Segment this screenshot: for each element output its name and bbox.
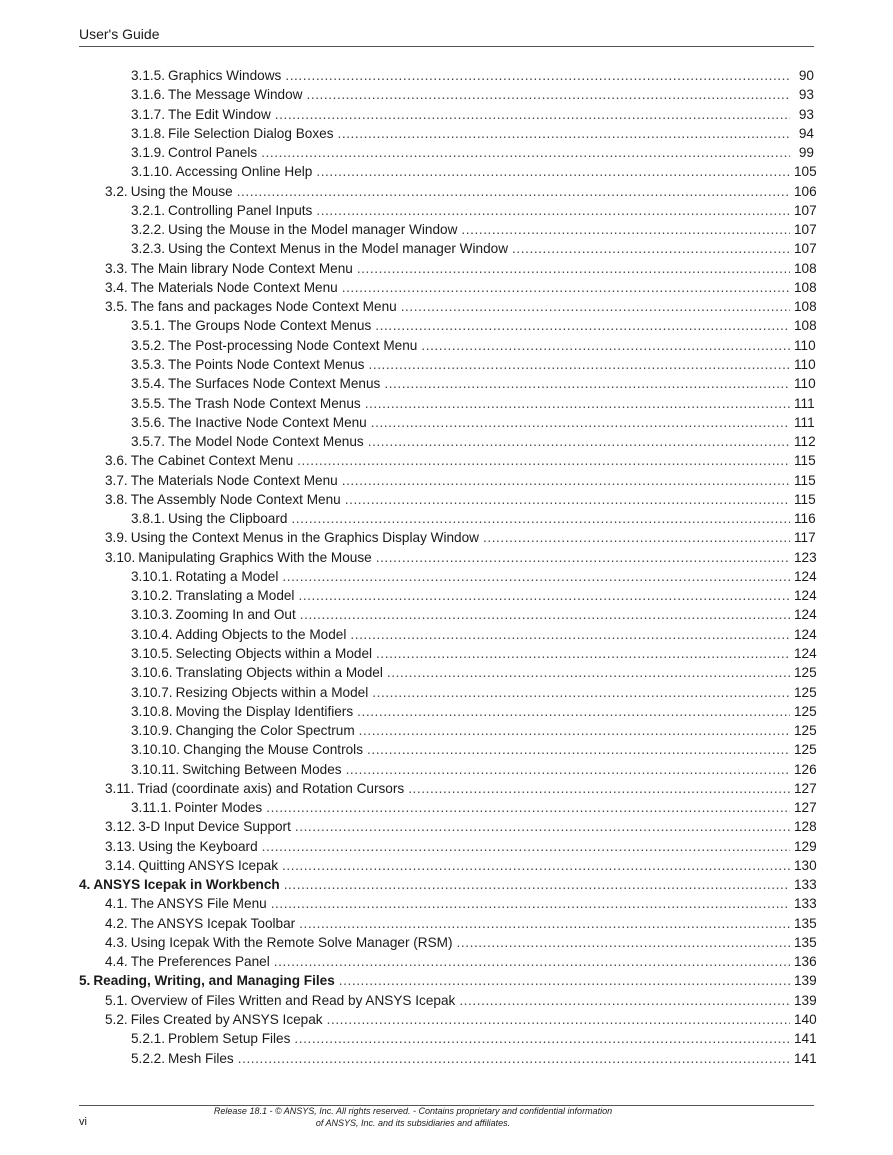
toc-entry[interactable] [79, 394, 814, 413]
toc-entry-number: 4. [79, 877, 91, 893]
toc-entry[interactable] [79, 683, 817, 702]
toc-entry-number: 3.6. [105, 453, 128, 469]
toc-entry[interactable] [79, 316, 817, 335]
toc-entry-title[interactable]: Files Created by ANSYS Icepak [130, 1012, 323, 1028]
toc-entry[interactable] [79, 971, 817, 990]
toc-entry-number: 3.10.10. [131, 742, 181, 758]
toc-entry-page[interactable]: 139 [794, 992, 817, 1008]
toc-entry-number: 3.5.5. [131, 395, 166, 411]
dot-leader [282, 856, 790, 875]
toc-entry-number: 3.10.11. [131, 761, 180, 777]
toc-entry-page[interactable]: 126 [794, 761, 817, 777]
toc-entry[interactable] [79, 66, 814, 85]
toc-entry-page[interactable]: 115 [794, 491, 816, 507]
toc-entry-page[interactable]: 110 [794, 337, 816, 353]
toc-entry-title[interactable]: Selecting Objects within a Model [175, 645, 373, 661]
toc-entry-title[interactable]: The Main library Node Context Menu [130, 260, 353, 276]
toc-entry[interactable] [79, 143, 814, 162]
dot-leader [297, 451, 790, 470]
toc-entry-page[interactable]: 111 [794, 414, 815, 430]
toc-entry[interactable] [79, 336, 814, 355]
toc-entry[interactable] [79, 413, 814, 432]
toc-entry-title[interactable]: The Trash Node Context Menus [168, 395, 361, 411]
toc-entry-page[interactable]: 124 [794, 607, 817, 623]
dot-leader [271, 894, 790, 913]
toc-entry-title[interactable]: Accessing Online Help [175, 164, 313, 180]
toc-entry[interactable] [79, 702, 817, 721]
toc-entry-title[interactable]: The Preferences Panel [130, 954, 270, 970]
dot-leader [401, 297, 790, 316]
toc-entry[interactable] [79, 259, 817, 278]
toc-entry-title[interactable]: Changing the Color Spectrum [175, 723, 355, 739]
dot-leader [376, 548, 790, 567]
toc-entry-title[interactable]: The Points Node Context Menus [168, 356, 365, 372]
toc-entry-page[interactable]: 112 [794, 434, 816, 450]
dot-leader [357, 702, 790, 721]
dot-leader [350, 625, 790, 644]
toc-entry-number: 5.1. [105, 992, 128, 1008]
toc-entry[interactable] [79, 721, 817, 740]
toc-entry-page[interactable]: 140 [794, 1012, 817, 1028]
toc-entry-page[interactable]: 130 [794, 857, 817, 873]
toc-entry-title[interactable]: Reading, Writing, and Managing Files [93, 973, 335, 989]
toc-entry-page[interactable]: 117 [794, 530, 816, 546]
toc-entry-page[interactable]: 99 [798, 145, 814, 161]
toc-entry-number: 3.9. [105, 530, 128, 546]
toc-entry-number: 3.12. [105, 819, 136, 835]
toc-entry[interactable] [79, 875, 817, 894]
toc-entry[interactable] [79, 779, 817, 798]
toc-entry-title[interactable]: Pointer Modes [174, 800, 263, 816]
toc-entry[interactable] [79, 567, 817, 586]
toc-entry-number: 3.2.3. [131, 241, 166, 257]
toc-entry[interactable] [79, 509, 814, 528]
dot-leader [367, 740, 790, 759]
dot-leader [368, 432, 790, 451]
toc-entry[interactable] [79, 914, 817, 933]
dot-leader [327, 1010, 790, 1029]
toc-entry-page[interactable]: 108 [794, 318, 817, 334]
toc-entry-page[interactable]: 107 [794, 222, 817, 238]
dot-leader [339, 971, 790, 990]
toc-entry-page[interactable]: 125 [794, 703, 817, 719]
dot-leader [294, 1029, 790, 1048]
toc-entry[interactable] [79, 490, 814, 509]
dot-leader [408, 779, 790, 798]
dot-leader [359, 721, 790, 740]
dot-leader [342, 471, 790, 490]
toc-entry-page[interactable]: 127 [794, 780, 817, 796]
toc-entry-title[interactable]: The Assembly Node Context Menu [130, 491, 341, 507]
toc-entry-number: 3.8.1. [131, 511, 166, 527]
toc-entry-number: 3.10.5. [131, 645, 173, 661]
toc-entry-title[interactable]: Using the Mouse [130, 183, 233, 199]
toc-entry[interactable] [79, 856, 817, 875]
toc-entry-number: 5.2.2. [131, 1050, 166, 1066]
toc-entry-page[interactable]: 90 [798, 68, 814, 83]
toc-entry-title[interactable]: The Groups Node Context Menus [168, 318, 372, 334]
toc-entry-page[interactable]: 133 [794, 896, 817, 912]
dot-leader [282, 567, 790, 586]
toc-entry-number: 3.10.3. [131, 607, 173, 623]
toc-entry-page[interactable]: 115 [794, 472, 816, 488]
toc-entry-number: 3.10.2. [131, 588, 173, 604]
toc-entry-number: 3.5.2. [131, 337, 166, 353]
toc-entry-number: 3.2.1. [131, 202, 166, 218]
toc-entry-page[interactable]: 106 [794, 183, 817, 199]
toc-entry-number: 5. [79, 973, 91, 989]
toc-entry-page[interactable]: 128 [794, 819, 817, 835]
footer-page-number: vi [79, 1116, 87, 1128]
toc-entry[interactable] [79, 1049, 817, 1068]
toc-entry-number: 3.14. [105, 857, 136, 873]
toc-entry-title[interactable]: Translating a Model [175, 588, 295, 604]
toc-entry-page[interactable]: 108 [794, 260, 817, 276]
toc-entry[interactable] [79, 124, 814, 143]
page-header [79, 24, 814, 47]
toc-entry-number: 3.10. [105, 549, 136, 565]
dot-leader [365, 394, 790, 413]
toc-entry[interactable] [79, 760, 817, 779]
toc-entry-number: 3.5. [105, 299, 128, 315]
toc-entry[interactable] [79, 952, 817, 971]
dot-leader [461, 220, 790, 239]
toc-entry-page[interactable]: 125 [794, 723, 817, 739]
toc-entry-number: 3.10.6. [131, 665, 173, 681]
toc-entry-page[interactable]: 107 [794, 202, 817, 218]
toc-entry-number: 3.1.8. [131, 125, 166, 141]
dot-leader [298, 586, 790, 605]
toc-entry-page[interactable]: 136 [794, 954, 817, 970]
dot-leader [285, 66, 790, 85]
dot-leader [299, 914, 790, 933]
toc-entry-number: 3.13. [105, 838, 136, 854]
toc-entry-title[interactable]: Using the Mouse in the Model manager Window [168, 222, 458, 238]
toc-entry-title[interactable]: Problem Setup Files [168, 1031, 291, 1047]
toc-entry-title[interactable]: Zooming In and Out [175, 607, 296, 623]
toc-entry-number: 3.5.1. [131, 318, 166, 334]
dot-leader [266, 798, 790, 817]
toc-entry-page[interactable]: 125 [794, 684, 817, 700]
toc-entry-number: 3.5.4. [131, 376, 166, 392]
toc-entry-page[interactable]: 108 [794, 299, 817, 315]
dot-leader [372, 683, 790, 702]
toc-entry-title[interactable]: The Materials Node Context Menu [130, 472, 338, 488]
toc-entry-title[interactable]: Overview of Files Written and Read by ANSYS Icepak [130, 992, 456, 1008]
toc-entry[interactable] [79, 182, 817, 201]
toc-entry-title[interactable]: ANSYS Icepak in Workbench [93, 877, 280, 893]
toc-entry-number: 3.7. [105, 472, 128, 488]
toc-entry-page[interactable]: 105 [794, 164, 817, 180]
dot-leader [300, 605, 790, 624]
dot-leader [291, 509, 790, 528]
footer-copyright [79, 1105, 747, 1129]
toc-entry[interactable] [79, 625, 817, 644]
toc-entry-number: 3.1.10. [131, 164, 173, 180]
toc-entry[interactable] [79, 586, 817, 605]
toc-entry-title[interactable]: The Message Window [168, 87, 303, 103]
toc-entry-title[interactable]: The Post-processing Node Context Menu [168, 337, 418, 353]
toc-entry-title[interactable]: The fans and packages Node Context Menu [130, 299, 397, 315]
dot-leader [375, 316, 790, 335]
toc-entry-number: 3.10.9. [131, 723, 173, 739]
toc-entry-number: 3.10.8. [131, 703, 173, 719]
toc-entry-title[interactable]: The Surfaces Node Context Menus [168, 376, 381, 392]
toc-entry[interactable] [79, 548, 817, 567]
toc-entry[interactable] [79, 278, 817, 297]
dot-leader [357, 259, 790, 278]
dot-leader [262, 837, 790, 856]
toc-entry-page[interactable]: 110 [794, 376, 816, 392]
toc-entry[interactable] [79, 605, 817, 624]
toc-entry-page[interactable]: 124 [794, 588, 817, 604]
dot-leader [371, 413, 790, 432]
dot-leader [483, 528, 790, 547]
toc-entry-page[interactable]: 127 [794, 800, 817, 816]
toc-entry[interactable] [79, 162, 817, 181]
toc-entry-title[interactable]: The ANSYS File Menu [130, 896, 267, 912]
toc-entry-number: 4.3. [105, 934, 128, 950]
dot-leader [316, 162, 790, 181]
dot-leader [237, 182, 790, 201]
toc-entry-title[interactable]: Graphics Windows [168, 68, 282, 83]
toc-entry-number: 3.10.4. [131, 626, 173, 642]
toc-entry-number: 3.1.6. [131, 87, 166, 103]
toc-entry-title[interactable]: Controlling Panel Inputs [168, 202, 313, 218]
toc-entry[interactable] [79, 817, 817, 836]
dot-leader [345, 490, 790, 509]
toc-entry-title[interactable]: The ANSYS Icepak Toolbar [130, 915, 296, 931]
toc-entry-title[interactable]: Triad (coordinate axis) and Rotation Cursors [137, 780, 405, 796]
toc-entry-number: 3.1.7. [131, 106, 166, 122]
dot-leader [274, 952, 790, 971]
toc-entry-title[interactable]: Quitting ANSYS Icepak [138, 857, 279, 873]
toc-entry-number: 3.1.5. [131, 68, 166, 83]
toc-entry-number: 3.2.2. [131, 222, 166, 238]
dot-leader [387, 663, 790, 682]
toc-entry-title[interactable]: Using the Context Menus in the Graphics Display Window [130, 530, 479, 546]
toc-entry-page[interactable]: 124 [794, 626, 817, 642]
dot-leader [376, 644, 790, 663]
toc-entry-title[interactable]: Switching Between Modes [182, 761, 342, 777]
dot-leader [384, 374, 790, 393]
toc-entry-title[interactable]: Using Icepak With the Remote Solve Manager (RSM) [130, 934, 453, 950]
toc-entry-page[interactable]: 125 [794, 742, 817, 758]
toc-entry-title[interactable]: The Materials Node Context Menu [130, 279, 338, 295]
toc-entry[interactable] [79, 471, 814, 490]
toc-entry[interactable] [79, 528, 814, 547]
toc-entry-title[interactable]: File Selection Dialog Boxes [168, 125, 334, 141]
dot-leader [275, 105, 790, 124]
toc-entry[interactable] [79, 355, 814, 374]
toc-entry-title[interactable]: Using the Context Menus in the Model manager Window [168, 241, 509, 257]
toc-entry-number: 4.2. [105, 915, 128, 931]
toc-entry-page[interactable]: 93 [798, 87, 814, 103]
toc-entry[interactable] [79, 991, 817, 1010]
toc-entry-title[interactable]: Control Panels [168, 145, 258, 161]
toc-entry-number: 3.5.3. [131, 356, 166, 372]
toc-entry[interactable] [79, 1029, 817, 1048]
toc-entry-title[interactable]: 3-D Input Device Support [138, 819, 291, 835]
toc-entry[interactable] [79, 933, 817, 952]
dot-leader [512, 239, 790, 258]
toc-entry-title[interactable]: Resizing Objects within a Model [175, 684, 369, 700]
dot-leader [457, 933, 790, 952]
dot-leader [316, 201, 790, 220]
dot-leader [307, 85, 791, 104]
toc-entry-title[interactable]: Changing the Mouse Controls [183, 742, 363, 758]
dot-leader [261, 143, 790, 162]
toc-entry[interactable] [79, 663, 817, 682]
toc-entry-number: 3.5.6. [131, 414, 166, 430]
toc-entry-number: 3.1.9. [131, 145, 166, 161]
toc-entry-page[interactable]: 123 [794, 549, 817, 565]
toc-entry-number: 3.2. [105, 183, 128, 199]
toc-entry-number: 3.5.7. [131, 434, 166, 450]
toc-entry[interactable] [79, 220, 817, 239]
toc-entry-number: 5.2. [105, 1012, 128, 1028]
toc-entry-page[interactable]: 129 [794, 838, 817, 854]
toc-entry-page[interactable]: 135 [794, 934, 817, 950]
toc-entry[interactable] [79, 239, 817, 258]
toc-entry-page[interactable]: 110 [794, 356, 816, 372]
toc-entry-number: 3.4. [105, 279, 128, 295]
dot-leader [459, 991, 790, 1010]
toc-entry[interactable] [79, 201, 817, 220]
toc-entry[interactable] [79, 297, 817, 316]
toc-entry-page[interactable]: 107 [794, 241, 817, 257]
table-of-contents [79, 66, 817, 1068]
toc-entry-page[interactable]: 124 [794, 645, 817, 661]
toc-entry-title[interactable]: Rotating a Model [175, 568, 279, 584]
toc-entry[interactable] [79, 451, 814, 470]
toc-entry-number: 3.3. [105, 260, 128, 276]
toc-entry-title[interactable]: The Model Node Context Menus [168, 434, 364, 450]
dot-leader [421, 336, 790, 355]
toc-entry[interactable] [79, 798, 817, 817]
toc-entry[interactable] [79, 740, 817, 759]
toc-entry-number: 5.2.1. [131, 1031, 166, 1047]
toc-entry-page[interactable]: 115 [794, 453, 816, 469]
toc-entry[interactable] [79, 85, 814, 104]
toc-entry-title[interactable]: Translating Objects within a Model [175, 665, 383, 681]
toc-entry-title[interactable]: Adding Objects to the Model [175, 626, 347, 642]
toc-entry-page[interactable]: 111 [794, 395, 815, 411]
dot-leader [338, 124, 791, 143]
toc-entry-page[interactable]: 94 [798, 125, 814, 141]
toc-entry-page[interactable]: 133 [794, 877, 817, 893]
header-title: User's Guide [79, 26, 160, 42]
toc-entry[interactable] [79, 894, 817, 913]
toc-entry-number: 4.4. [105, 954, 128, 970]
toc-entry[interactable] [79, 1010, 817, 1029]
toc-entry-number: 4.1. [105, 896, 128, 912]
toc-entry-number: 3.10.7. [131, 684, 173, 700]
toc-entry[interactable] [79, 644, 817, 663]
dot-leader [284, 875, 790, 894]
toc-entry-page[interactable]: 116 [794, 511, 816, 527]
dot-leader [238, 1049, 790, 1068]
toc-entry-title[interactable]: The Cabinet Context Menu [130, 453, 294, 469]
toc-entry[interactable] [79, 374, 814, 393]
footer-copyright-line-2: of ANSYS, Inc. and its subsidiaries and affiliates. [315, 1118, 511, 1128]
dot-leader [368, 355, 790, 374]
toc-entry-page[interactable]: 93 [798, 106, 814, 122]
toc-entry-page[interactable]: 135 [794, 915, 817, 931]
toc-entry-number: 3.8. [105, 491, 128, 507]
toc-entry-page[interactable]: 139 [794, 973, 817, 989]
toc-entry[interactable] [79, 837, 817, 856]
toc-entry-title[interactable]: Manipulating Graphics With the Mouse [138, 549, 372, 565]
toc-entry-page[interactable]: 125 [794, 665, 817, 681]
toc-entry-number: 3.11. [105, 780, 135, 796]
toc-entry-title[interactable]: Mesh Files [168, 1050, 234, 1066]
footer-copyright-line-1: Release 18.1 - © ANSYS, Inc. All rights reserved. - Contains proprietary and confidential information [213, 1106, 613, 1116]
toc-entry-page[interactable]: 141 [794, 1031, 817, 1047]
toc-entry-number: 3.10.1. [131, 568, 173, 584]
toc-entry[interactable] [79, 432, 814, 451]
toc-entry-title[interactable]: Using the Clipboard [168, 511, 288, 527]
toc-entry-title[interactable]: The Edit Window [168, 106, 271, 122]
dot-leader [295, 817, 790, 836]
toc-entry-title[interactable]: The Inactive Node Context Menu [168, 414, 367, 430]
toc-entry-page[interactable]: 141 [794, 1050, 817, 1066]
toc-entry[interactable] [79, 105, 814, 124]
toc-entry-number: 3.11.1. [131, 800, 172, 816]
toc-entry-title[interactable]: Moving the Display Identifiers [175, 703, 354, 719]
dot-leader [346, 760, 790, 779]
dot-leader [342, 278, 790, 297]
toc-entry-page[interactable]: 124 [794, 568, 817, 584]
toc-entry-page[interactable]: 108 [794, 279, 817, 295]
toc-entry-title[interactable]: Using the Keyboard [138, 838, 258, 854]
